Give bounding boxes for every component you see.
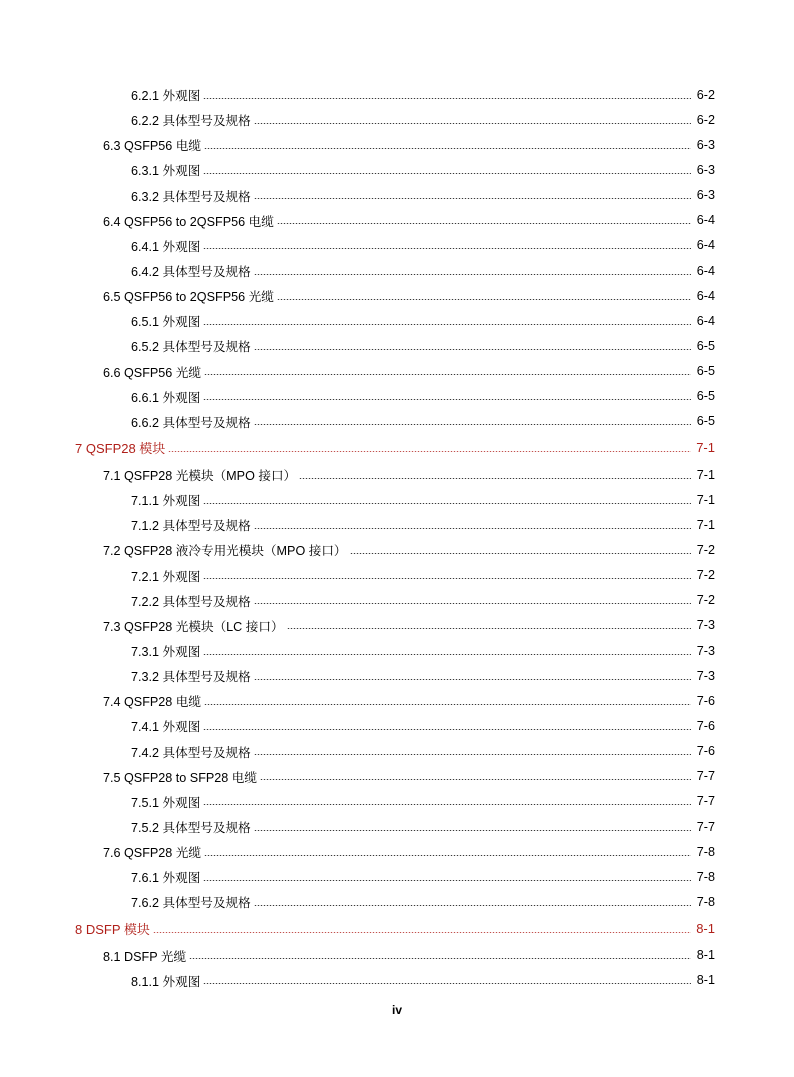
dot-leader bbox=[254, 528, 691, 529]
toc-subsection-entry[interactable] bbox=[0, 512, 794, 537]
toc-entry-title: 6.3.2 具体型号及规格 bbox=[131, 186, 254, 205]
toc-entry-page: 7-8 bbox=[691, 845, 715, 859]
dot-leader bbox=[203, 880, 691, 881]
dot-leader bbox=[203, 399, 691, 400]
toc-entry-page: 6-5 bbox=[691, 339, 715, 353]
toc-subsection-entry[interactable] bbox=[0, 739, 794, 764]
toc-entry-title: 7.2.2 具体型号及规格 bbox=[131, 591, 254, 610]
toc-entry-page: 7-8 bbox=[691, 870, 715, 884]
toc-entry-page: 6-2 bbox=[691, 88, 715, 102]
toc-entry-page: 6-5 bbox=[691, 364, 715, 378]
toc-subsection-entry[interactable] bbox=[0, 563, 794, 588]
toc-entry-page: 6-4 bbox=[691, 264, 715, 278]
toc-entry-title: 6.4.1 外观图 bbox=[131, 236, 203, 255]
toc-entry-page: 8-1 bbox=[691, 973, 715, 987]
toc-entry-title: 6.5.1 外观图 bbox=[131, 311, 203, 330]
toc-entry-page: 7-2 bbox=[691, 593, 715, 607]
dot-leader bbox=[350, 553, 691, 554]
dot-leader bbox=[254, 830, 691, 831]
toc-entry-title: 6.4 QSFP56 to 2QSFP56 电缆 bbox=[103, 211, 277, 230]
toc-entry-page: 7-6 bbox=[691, 719, 715, 733]
toc-entry-page: 7-3 bbox=[691, 669, 715, 683]
toc-entry-page: 7-7 bbox=[691, 820, 715, 834]
toc-subsection-entry[interactable] bbox=[0, 789, 794, 814]
toc-subsection-entry[interactable] bbox=[0, 638, 794, 663]
dot-leader bbox=[168, 451, 691, 452]
toc-entry-page: 8-1 bbox=[691, 948, 715, 962]
toc-entry-page: 7-8 bbox=[691, 895, 715, 909]
toc-entry-page: 7-6 bbox=[691, 744, 715, 758]
toc-entry-title: 7.5.2 具体型号及规格 bbox=[131, 817, 254, 836]
toc-entry-title: 7.5.1 外观图 bbox=[131, 792, 203, 811]
toc-entry-title: 7.6.1 外观图 bbox=[131, 867, 203, 886]
dot-leader bbox=[277, 299, 691, 300]
toc-subsection-entry[interactable] bbox=[0, 889, 794, 914]
toc-entry-page: 6-3 bbox=[691, 188, 715, 202]
toc-entry-page: 6-4 bbox=[691, 238, 715, 252]
toc-entry-title: 7.6 QSFP28 光缆 bbox=[103, 842, 204, 861]
toc-entry-title: 6.5.2 具体型号及规格 bbox=[131, 336, 254, 355]
dot-leader bbox=[203, 804, 691, 805]
toc-entry-title: 6.2.1 外观图 bbox=[131, 85, 203, 104]
toc-entry-title: 7.1 QSFP28 光模块（MPO 接口） bbox=[103, 465, 299, 484]
dot-leader bbox=[203, 503, 691, 504]
toc-entry-page: 7-1 bbox=[691, 493, 715, 507]
toc-section-entry[interactable] bbox=[0, 208, 794, 233]
dot-leader bbox=[254, 274, 691, 275]
toc-entry-page: 7-1 bbox=[691, 468, 715, 482]
toc-entry-title: 7.6.2 具体型号及规格 bbox=[131, 892, 254, 911]
toc-entry-title: 8 DSFP 模块 bbox=[75, 919, 153, 938]
toc-entry-page: 6-5 bbox=[691, 414, 715, 428]
dot-leader bbox=[287, 628, 691, 629]
toc-entry-title: 7.3.1 外观图 bbox=[131, 641, 203, 660]
dot-leader bbox=[203, 729, 691, 730]
dot-leader bbox=[203, 983, 691, 984]
toc-section-entry[interactable] bbox=[0, 462, 794, 487]
dot-leader bbox=[254, 198, 691, 199]
dot-leader bbox=[277, 223, 691, 224]
dot-leader bbox=[254, 424, 691, 425]
toc-entry-page: 6-4 bbox=[691, 314, 715, 328]
toc-entry-page: 7-2 bbox=[691, 543, 715, 557]
toc-entry-title: 6.5 QSFP56 to 2QSFP56 光缆 bbox=[103, 286, 277, 305]
toc-subsection-entry[interactable] bbox=[0, 384, 794, 409]
toc-entry-title: 7.2.1 外观图 bbox=[131, 566, 203, 585]
toc-entry-title: 7.3 QSFP28 光模块（LC 接口） bbox=[103, 616, 287, 635]
dot-leader bbox=[204, 704, 691, 705]
toc-subsection-entry[interactable] bbox=[0, 157, 794, 182]
toc-section-entry[interactable] bbox=[0, 943, 794, 968]
dot-leader bbox=[254, 123, 691, 124]
dot-leader bbox=[204, 855, 691, 856]
toc-section-entry[interactable] bbox=[0, 132, 794, 157]
toc-entry-page: 6-5 bbox=[691, 389, 715, 403]
dot-leader bbox=[203, 98, 691, 99]
toc-entry-title: 6.4.2 具体型号及规格 bbox=[131, 261, 254, 280]
toc-entry-title: 7 QSFP28 模块 bbox=[75, 438, 168, 457]
toc-subsection-entry[interactable] bbox=[0, 258, 794, 283]
toc-subsection-entry[interactable] bbox=[0, 183, 794, 208]
dot-leader bbox=[254, 349, 691, 350]
toc-subsection-entry[interactable] bbox=[0, 409, 794, 434]
toc-subsection-entry[interactable] bbox=[0, 82, 794, 107]
toc-section-entry[interactable] bbox=[0, 839, 794, 864]
toc-entry-page: 6-3 bbox=[691, 138, 715, 152]
dot-leader bbox=[153, 932, 691, 933]
table-of-contents bbox=[0, 82, 794, 993]
dot-leader bbox=[254, 603, 691, 604]
toc-subsection-entry[interactable] bbox=[0, 864, 794, 889]
toc-subsection-entry[interactable] bbox=[0, 663, 794, 688]
toc-entry-page: 7-1 bbox=[691, 440, 715, 455]
toc-entry-title: 6.3 QSFP56 电缆 bbox=[103, 135, 204, 154]
toc-subsection-entry[interactable] bbox=[0, 107, 794, 132]
dot-leader bbox=[203, 173, 691, 174]
toc-entry-title: 7.1.1 外观图 bbox=[131, 490, 203, 509]
dot-leader bbox=[254, 679, 691, 680]
toc-entry-title: 7.4 QSFP28 电缆 bbox=[103, 691, 204, 710]
toc-subsection-entry[interactable] bbox=[0, 968, 794, 993]
dot-leader bbox=[204, 374, 691, 375]
dot-leader bbox=[189, 958, 691, 959]
toc-entry-title: 7.4.2 具体型号及规格 bbox=[131, 742, 254, 761]
toc-entry-title: 7.5 QSFP28 to SFP28 电缆 bbox=[103, 767, 260, 786]
page-number: iv bbox=[391, 1003, 402, 1017]
toc-entry-title: 7.3.2 具体型号及规格 bbox=[131, 666, 254, 685]
dot-leader bbox=[299, 478, 691, 479]
toc-subsection-entry[interactable] bbox=[0, 713, 794, 738]
toc-entry-title: 7.1.2 具体型号及规格 bbox=[131, 515, 254, 534]
toc-section-entry[interactable] bbox=[0, 688, 794, 713]
toc-entry-page: 7-2 bbox=[691, 568, 715, 582]
toc-entry-title: 6.6.2 具体型号及规格 bbox=[131, 412, 254, 431]
toc-section-entry[interactable] bbox=[0, 764, 794, 789]
dot-leader bbox=[254, 754, 691, 755]
toc-entry-page: 6-2 bbox=[691, 113, 715, 127]
toc-subsection-entry[interactable] bbox=[0, 487, 794, 512]
toc-entry-page: 6-4 bbox=[691, 213, 715, 227]
toc-section-entry[interactable] bbox=[0, 359, 794, 384]
toc-entry-page: 6-3 bbox=[691, 163, 715, 177]
toc-entry-title: 6.3.1 外观图 bbox=[131, 160, 203, 179]
dot-leader bbox=[204, 148, 691, 149]
toc-section-entry[interactable] bbox=[0, 613, 794, 638]
dot-leader bbox=[203, 578, 691, 579]
toc-entry-title: 7.4.1 外观图 bbox=[131, 716, 203, 735]
toc-entry-page: 7-1 bbox=[691, 518, 715, 532]
toc-entry-page: 7-3 bbox=[691, 618, 715, 632]
toc-entry-page: 7-3 bbox=[691, 644, 715, 658]
toc-chapter-entry[interactable] bbox=[0, 915, 794, 943]
toc-subsection-entry[interactable] bbox=[0, 308, 794, 333]
toc-chapter-entry[interactable] bbox=[0, 434, 794, 462]
toc-entry-title: 6.2.2 具体型号及规格 bbox=[131, 110, 254, 129]
toc-subsection-entry[interactable] bbox=[0, 588, 794, 613]
toc-entry-page: 6-4 bbox=[691, 289, 715, 303]
toc-entry-title: 6.6 QSFP56 光缆 bbox=[103, 362, 204, 381]
toc-subsection-entry[interactable] bbox=[0, 333, 794, 358]
dot-leader bbox=[254, 905, 691, 906]
toc-section-entry[interactable] bbox=[0, 537, 794, 562]
toc-entry-title: 8.1.1 外观图 bbox=[131, 971, 203, 990]
dot-leader bbox=[260, 779, 691, 780]
toc-entry-page: 7-7 bbox=[691, 794, 715, 808]
dot-leader bbox=[203, 654, 691, 655]
dot-leader bbox=[203, 324, 691, 325]
toc-entry-page: 8-1 bbox=[691, 921, 715, 936]
toc-entry-title: 6.6.1 外观图 bbox=[131, 387, 203, 406]
toc-entry-page: 7-7 bbox=[691, 769, 715, 783]
toc-entry-page: 7-6 bbox=[691, 694, 715, 708]
toc-subsection-entry[interactable] bbox=[0, 233, 794, 258]
toc-entry-title: 8.1 DSFP 光缆 bbox=[103, 946, 189, 965]
toc-entry-title: 7.2 QSFP28 液冷专用光模块（MPO 接口） bbox=[103, 540, 350, 559]
toc-section-entry[interactable] bbox=[0, 283, 794, 308]
toc-subsection-entry[interactable] bbox=[0, 814, 794, 839]
dot-leader bbox=[203, 248, 691, 249]
